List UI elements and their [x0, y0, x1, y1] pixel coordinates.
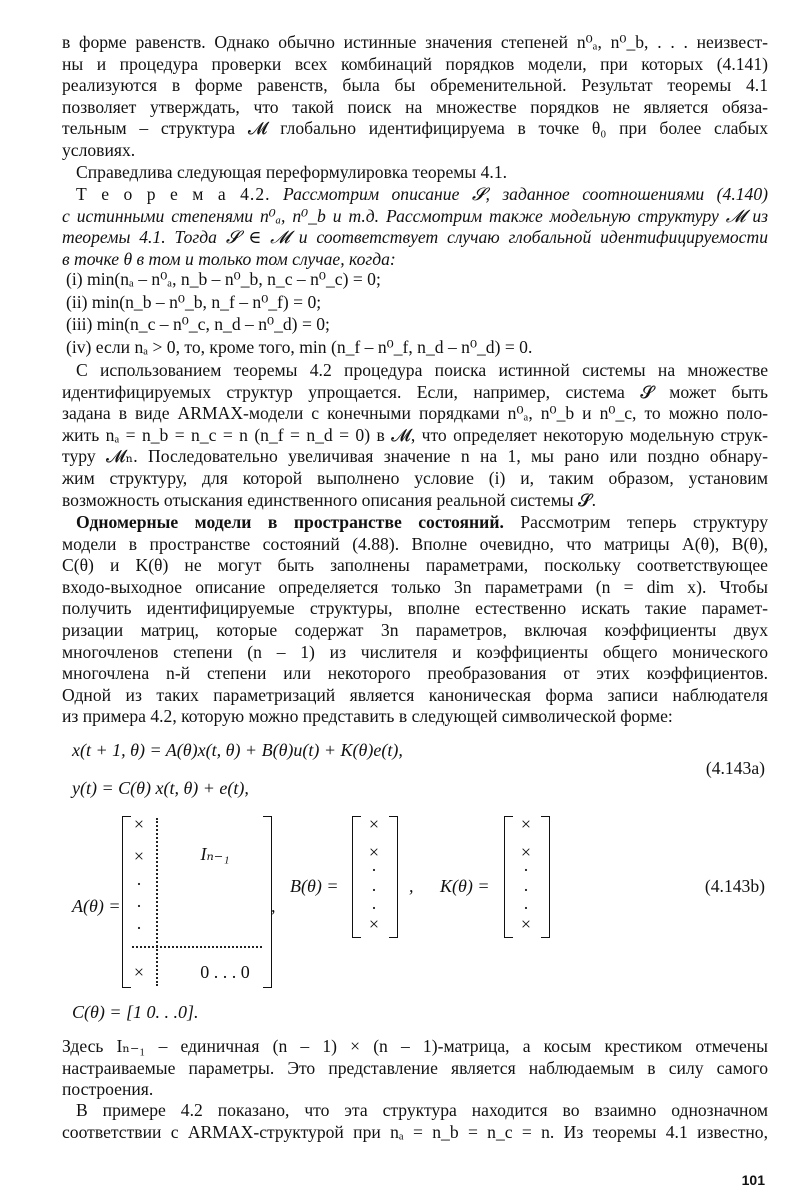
- text-line: Одной из таких параметризаций является каноническая форма записи наблюдателя: [62, 684, 768, 705]
- matrix-b-cross: ×: [368, 914, 380, 934]
- matrix-a-cross: ×: [133, 962, 145, 982]
- text-line: ризации матриц, которые содержат 3n параметров, включая коэффициенты двух: [62, 619, 768, 640]
- matrix-a-dot: ·: [136, 896, 142, 916]
- matrix-k-cross: ×: [520, 914, 532, 934]
- text-line: Здесь Iₙ₋₁ – единичная (n – 1) × (n – 1)-матрица, а косым крестиком отмечены: [62, 1036, 768, 1056]
- text-line: с истинными степенями n⁰ₐ, n⁰_b и т.д. Рассмотрим также модельную структуру 𝓜 из: [62, 205, 768, 226]
- paragraph-procedure: [62, 360, 768, 511]
- text-line: условиях.: [62, 139, 136, 160]
- text-line: модели в пространстве состояний (4.88). Вполне очевидно, что матрицы A(θ), B(θ),: [62, 533, 768, 554]
- text-line: теоремы 4.1. Тогда 𝓢 ∈ 𝓜 и соответствует случаю глобальной идентифицируемости: [62, 227, 768, 248]
- matrix-b-dot: ·: [371, 860, 377, 880]
- theorem-4-2: [62, 184, 768, 270]
- paragraph-state-space: [62, 512, 768, 728]
- condition-i: (i) min(nₐ – n⁰ₐ, n_b – n⁰_b, n_c – n⁰_c) = 0;: [66, 269, 381, 289]
- paragraph-example: [62, 1100, 768, 1143]
- matrix-b-dot: ·: [371, 898, 377, 918]
- identity-block: Iₙ₋₁: [200, 844, 230, 864]
- text-line: туру 𝓜ₙ. Последовательно увеличивая значение n на 1, мы рано или поздно обнару-: [62, 446, 768, 467]
- text-line: задана в виде ARMAX-модели с конечными порядками n⁰ₐ, n⁰_b и n⁰_c, то можно поло-: [62, 403, 768, 424]
- section-heading: Одномерные модели в пространстве состояний.: [76, 512, 504, 532]
- paragraph-intro: [62, 32, 768, 162]
- matrix-a-dot: ·: [136, 918, 142, 938]
- matrix-b-dot: ·: [371, 880, 377, 900]
- text-line: тельным – структура 𝓜 глобально идентифицируема в точке θ₀ при более слабых: [62, 118, 768, 139]
- text-line: входо-выходное описание определяется только 3n параметрами (n = dim x). Чтобы: [62, 576, 768, 597]
- comma: ,: [409, 876, 414, 896]
- text-line: из примера 4.2, которую можно представить в следующей символической форме:: [62, 706, 673, 727]
- text-line: [62, 512, 768, 534]
- text-line: позволяет утверждать, что такой поиск на множестве порядков не является обяза-: [62, 96, 768, 117]
- comma: ,: [271, 896, 276, 916]
- theorem-lead: Т е о р е м а 4.2.: [76, 184, 271, 204]
- theorem-conditions: [66, 268, 532, 358]
- theorem-text: Рассмотрим описание 𝓢, заданное соотношениями (4.140): [283, 184, 768, 204]
- text-line: в точке θ в том и только том случае, когда:: [62, 248, 396, 269]
- condition-iv: (iv) если nₐ > 0, то, кроме того, min (n_f – n⁰_f, n_d – n⁰_d) = 0.: [66, 336, 533, 357]
- matrix-k-dot: ·: [523, 898, 529, 918]
- text-line: возможность отыскания единственного описания реальной системы 𝓢.: [62, 489, 596, 510]
- equation-number-b: (4.143b): [704, 876, 765, 896]
- matrix-k-cross: ×: [520, 842, 532, 862]
- text-line: настраиваемые параметры. Это представление является наблюдаемым в силу самого: [62, 1057, 768, 1078]
- matrix-k-dot: ·: [523, 880, 529, 900]
- equation-number-a: (4.143a): [705, 758, 765, 778]
- text-line: соответствии с ARMAX-структурой при nₐ = n_b = n_c = n. Из теоремы 4.1 известно,: [62, 1121, 768, 1142]
- text-line: В примере 4.2 показано, что эта структура находится во взаимно однозначном: [76, 1100, 768, 1120]
- zero-row: 0 . . . 0: [200, 962, 250, 982]
- text-line: ны и процедура проверки всех комбинаций порядков модели, при которых (4.141): [62, 53, 768, 74]
- text-line: жить nₐ = n_b = n_c = n (n_f = n_d = 0) в 𝓜, что определяет некоторую модельную струк-: [62, 424, 768, 445]
- matrix-a-vertical-divider: [156, 818, 158, 986]
- text-line: реализуются в форме равенств, была бы обременительной. Результат теоремы 4.1: [62, 75, 768, 96]
- matrix-k-cross: ×: [520, 814, 532, 834]
- matrix-b-cross: ×: [368, 842, 380, 862]
- matrix-k-dot: ·: [523, 860, 529, 880]
- condition-iii: (iii) min(n_c – n⁰_c, n_d – n⁰_d) = 0;: [66, 314, 330, 334]
- equation-output: y(t) = C(θ) x(t, θ) + e(t),: [72, 778, 249, 798]
- page-number: 101: [741, 1172, 765, 1188]
- text-line: многочлена n-й степени или некоторого преобразования от этих коэффициентов.: [62, 663, 768, 684]
- matrix-a-horizontal-divider: [132, 946, 262, 948]
- text-line: [62, 184, 768, 206]
- matrix-a-dot: ·: [136, 874, 142, 894]
- heading-continuation: Рассмотрим теперь структуру: [520, 512, 768, 532]
- text-line: построения.: [62, 1079, 154, 1100]
- text-line: в форме равенств. Однако обычно истинные значения степеней n⁰ₐ, n⁰_b, . . . неизвест-: [62, 32, 768, 52]
- matrix-a-cross: ×: [133, 814, 145, 834]
- paragraph-reformulation: [62, 162, 768, 184]
- paragraph-explanation: [62, 1036, 768, 1101]
- text-line: получить идентифицируемые структуры, вполне естественно искать такие парамет-: [62, 598, 768, 619]
- text-line: Справедлива следующая переформулировка теоремы 4.1.: [76, 162, 508, 182]
- condition-ii: (ii) min(n_b – n⁰_b, n_f – n⁰_f) = 0;: [66, 291, 322, 312]
- matrix-k-label: K(θ) =: [440, 876, 490, 896]
- matrix-b-label: B(θ) =: [290, 876, 339, 896]
- text-line: С использованием теоремы 4.2 процедура поиска истинной системы на множестве: [76, 360, 768, 380]
- matrix-b-cross: ×: [368, 814, 380, 834]
- text-line: идентифицируемых структур упрощается. Если, например, система 𝓢 может быть: [62, 381, 768, 402]
- text-line: многочленов степени (n – 1) из числителя и коэффициенты общего монического: [62, 641, 768, 662]
- matrix-c-definition: C(θ) = [1 0. . .0].: [72, 1002, 199, 1022]
- text-line: жим структуру, для которой выполнено условие (i) и, таким образом, установим: [62, 467, 768, 488]
- matrix-a-cross: ×: [133, 846, 145, 866]
- matrix-a-label: A(θ) =: [72, 896, 121, 916]
- equation-state: x(t + 1, θ) = A(θ)x(t, θ) + B(θ)u(t) + K(θ)e(t),: [72, 740, 403, 760]
- text-line: C(θ) и K(θ) не могут быть заполнены параметрами, поскольку соответствующее: [62, 555, 768, 576]
